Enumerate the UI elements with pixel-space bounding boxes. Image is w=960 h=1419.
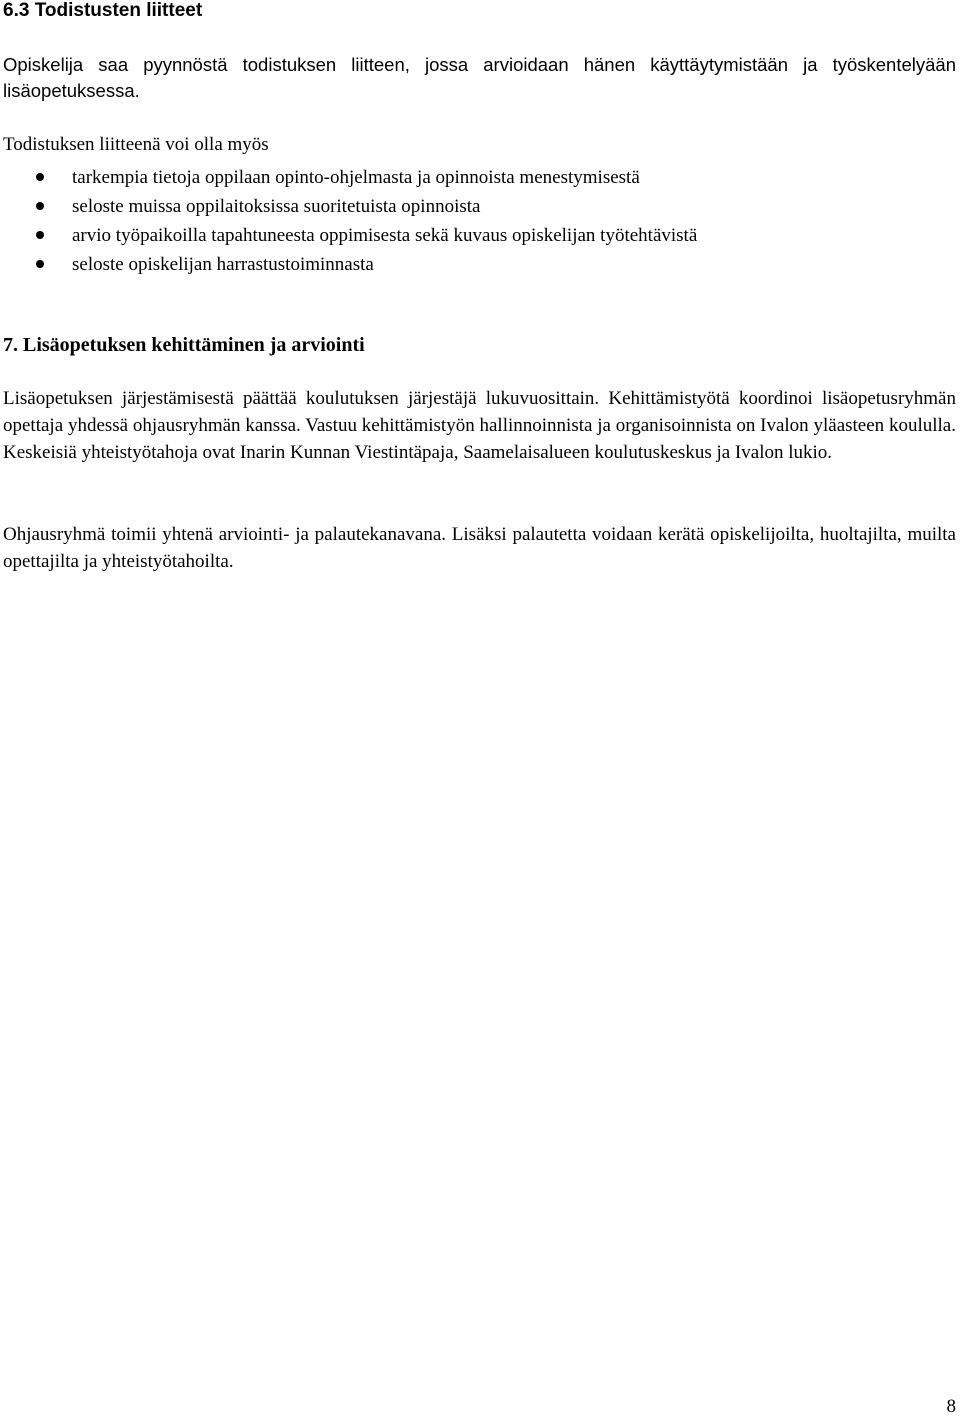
list-item-text: arvio työpaikoilla tapahtuneesta oppimisesta sekä kuvaus opiskelijan työtehtävistä xyxy=(72,225,698,246)
section-7-title: 7. Lisäopetuksen kehittäminen ja arviointi xyxy=(3,334,365,356)
attachments-intro: Todistuksen liitteenä voi olla myös xyxy=(3,134,269,155)
bullet-icon xyxy=(36,231,44,239)
section-6-3-paragraph: Opiskelija saa pyynnöstä todistuksen liitteen, jossa arvioidaan hänen käyttäytymistään ja työskentelyään lisäopetuksessa. xyxy=(3,54,956,101)
bullet-icon xyxy=(36,173,44,181)
bullet-icon xyxy=(36,202,44,210)
section-7-paragraph-2: Ohjausryhmä toimii yhtenä arviointi- ja palautekanavana. Lisäksi palautetta voidaan kerätä opiskelijoilta, huoltajilta, muilta opettajilta ja yhteistyötahoilta. xyxy=(3,524,956,572)
section-6-3-title: 6.3 Todistusten liitteet xyxy=(3,0,203,21)
page-number: 8 xyxy=(946,1396,956,1417)
list-item-text: seloste opiskelijan harrastustoiminnasta xyxy=(72,254,374,275)
bullet-icon xyxy=(36,260,44,268)
list-item-text: tarkempia tietoja oppilaan opinto-ohjelmasta ja opinnoista menestymisestä xyxy=(72,167,640,188)
section-7-paragraph-1: Lisäopetuksen järjestämisestä päättää koulutuksen järjestäjä lukuvuosittain. Kehittämistyötä koordinoi lisäopetusryhmän opettaja yhdessä ohjausryhmän kanssa. Vastuu kehittämistyön hallinnoinnista ja organisoinnista on Ivalon yläasteen koululla. Keskeisiä yhteistyötahoja ovat Inarin Kunnan Viestintäpaja, Saamelaisalueen koulutuskeskus ja Ivalon lukio. xyxy=(3,388,956,463)
list-item-text: seloste muissa oppilaitoksissa suoritetuista opinnoista xyxy=(72,196,481,217)
